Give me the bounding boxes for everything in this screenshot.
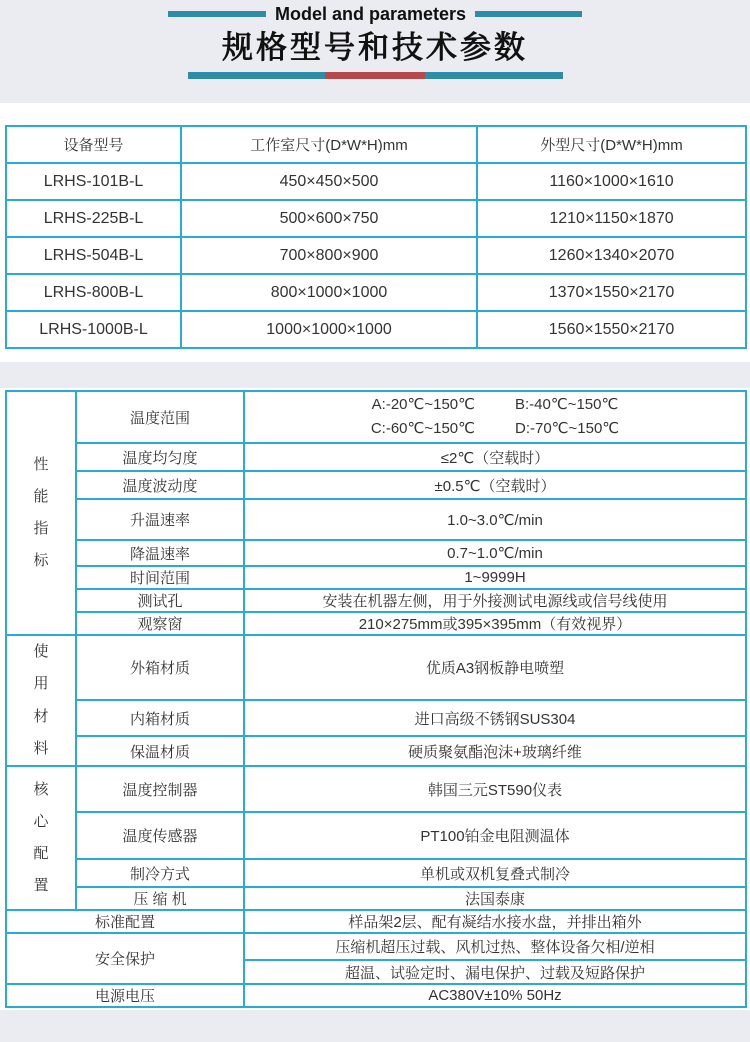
overall-size-cell: 1370×1550×2170 xyxy=(477,274,746,311)
model-table-header-model: 设备型号 xyxy=(6,126,181,163)
group-cell-core xyxy=(6,766,76,910)
page-title: 规格型号和技术参数 xyxy=(222,30,528,65)
group-cell-materials xyxy=(6,635,76,766)
eyebrow-bar-right xyxy=(475,11,582,17)
table-row xyxy=(6,471,746,499)
page-header xyxy=(0,0,750,79)
table-row xyxy=(6,311,746,348)
table-row xyxy=(6,589,746,612)
model-cell: LRHS-101B-L xyxy=(6,163,181,200)
title-divider xyxy=(188,72,563,79)
spec-row-label: 标准配置 xyxy=(6,910,244,933)
spec-row-value: 韩国三元ST590仪表 xyxy=(244,766,746,812)
spec-row-value: PT100铂金电阻测温体 xyxy=(244,812,746,859)
model-cell: LRHS-800B-L xyxy=(6,274,181,311)
group-label-core: 核心配置 xyxy=(33,780,49,895)
table-row xyxy=(6,700,746,736)
chamber-size-cell: 500×600×750 xyxy=(181,200,477,237)
table-row xyxy=(6,566,746,589)
spec-row-label: 安全保护 xyxy=(6,933,244,984)
overall-size-cell: 1160×1000×1610 xyxy=(477,163,746,200)
table-row xyxy=(6,984,746,1007)
spec-row-label: 压 缩 机 xyxy=(76,887,244,910)
spec-row-label: 制冷方式 xyxy=(76,859,244,887)
spec-row-value xyxy=(244,391,746,443)
spec-row-value: 单机或双机复叠式制冷 xyxy=(244,859,746,887)
overall-size-cell: 1260×1340×2070 xyxy=(477,237,746,274)
table-row xyxy=(6,812,746,859)
model-table-header-overall-size: 外型尺寸(D*W*H)mm xyxy=(477,126,746,163)
spec-row-value: AC380V±10% 50Hz xyxy=(244,984,746,1007)
temp-range-c: C:-60℃~150℃ xyxy=(370,420,475,437)
spec-row-label: 电源电压 xyxy=(6,984,244,1007)
table-row xyxy=(6,274,746,311)
divider-teal-left xyxy=(188,72,325,79)
temp-range-d: D:-70℃~150℃ xyxy=(515,420,620,437)
spec-row-label: 降温速率 xyxy=(76,540,244,566)
spec-row-value: 1~9999H xyxy=(244,566,746,589)
table-row xyxy=(6,443,746,471)
spec-row-value: 进口高级不锈钢SUS304 xyxy=(244,700,746,736)
spec-table-panel xyxy=(0,388,750,1010)
model-table-panel xyxy=(0,103,750,362)
spec-row-label: 温度均匀度 xyxy=(76,443,244,471)
spec-row-value: 压缩机超压过载、风机过热、整体设备欠相/逆相 xyxy=(244,933,746,960)
model-cell: LRHS-225B-L xyxy=(6,200,181,237)
group-label-performance: 性能指标 xyxy=(33,455,49,570)
overall-size-cell: 1560×1550×2170 xyxy=(477,311,746,348)
table-row xyxy=(6,499,746,540)
group-label-materials: 使用材料 xyxy=(33,643,49,757)
model-table-header-row xyxy=(6,126,746,163)
spec-row-value: 超温、试验定时、漏电保护、过载及短路保护 xyxy=(244,960,746,984)
spec-row-value: 样品架2层、配有凝结水接水盘，并排出箱外 xyxy=(244,910,746,933)
spec-row-label: 内箱材质 xyxy=(76,700,244,736)
spec-row-label: 温度波动度 xyxy=(76,471,244,499)
model-table xyxy=(5,125,747,349)
temp-range-line-1 xyxy=(245,393,745,417)
table-row xyxy=(6,766,746,812)
eyebrow-row xyxy=(0,3,750,25)
model-cell: LRHS-1000B-L xyxy=(6,311,181,348)
table-row xyxy=(6,887,746,910)
table-row xyxy=(6,933,746,960)
table-row xyxy=(6,612,746,635)
group-cell-performance xyxy=(6,391,76,635)
spec-row-value: ±0.5℃（空载时） xyxy=(244,471,746,499)
divider-red-center xyxy=(325,72,425,79)
spec-row-label: 外箱材质 xyxy=(76,635,244,700)
spec-row-label: 温度控制器 xyxy=(76,766,244,812)
spec-row-label: 测试孔 xyxy=(76,589,244,612)
table-row xyxy=(6,635,746,700)
table-row xyxy=(6,200,746,237)
table-row xyxy=(6,391,746,443)
temp-range-a: A:-20℃~150℃ xyxy=(371,396,475,413)
eyebrow-text: Model and parameters xyxy=(274,3,467,24)
spec-row-label: 温度范围 xyxy=(76,391,244,443)
spec-row-value: 210×275mm或395×395mm（有效视界） xyxy=(244,612,746,635)
spec-row-value: 硬质聚氨酯泡沫+玻璃纤维 xyxy=(244,736,746,766)
table-row xyxy=(6,910,746,933)
spec-row-label: 升温速率 xyxy=(76,499,244,540)
chamber-size-cell: 450×450×500 xyxy=(181,163,477,200)
chamber-size-cell: 700×800×900 xyxy=(181,237,477,274)
overall-size-cell: 1210×1150×1870 xyxy=(477,200,746,237)
eyebrow-bar-left xyxy=(168,11,266,17)
spec-row-value: 1.0~3.0℃/min xyxy=(244,499,746,540)
spec-row-label: 保温材质 xyxy=(76,736,244,766)
chamber-size-cell: 800×1000×1000 xyxy=(181,274,477,311)
divider-teal-right xyxy=(425,72,563,79)
spec-row-label: 观察窗 xyxy=(76,612,244,635)
table-row xyxy=(6,736,746,766)
model-cell: LRHS-504B-L xyxy=(6,237,181,274)
temp-range-b: B:-40℃~150℃ xyxy=(515,396,619,413)
table-row xyxy=(6,237,746,274)
spec-row-value: 0.7~1.0℃/min xyxy=(244,540,746,566)
spec-row-value: 优质A3钢板静电喷塑 xyxy=(244,635,746,700)
spec-row-value: 安装在机器左侧，用于外接测试电源线或信号线使用 xyxy=(244,589,746,612)
table-row xyxy=(6,540,746,566)
spec-row-value: ≤2℃（空载时） xyxy=(244,443,746,471)
spec-table xyxy=(5,390,747,1008)
spec-row-value: 法国泰康 xyxy=(244,887,746,910)
spec-row-label: 温度传感器 xyxy=(76,812,244,859)
spec-row-label: 时间范围 xyxy=(76,566,244,589)
model-table-header-chamber-size: 工作室尺寸(D*W*H)mm xyxy=(181,126,477,163)
temp-range-line-2 xyxy=(245,417,745,441)
table-row xyxy=(6,859,746,887)
table-row xyxy=(6,163,746,200)
chamber-size-cell: 1000×1000×1000 xyxy=(181,311,477,348)
